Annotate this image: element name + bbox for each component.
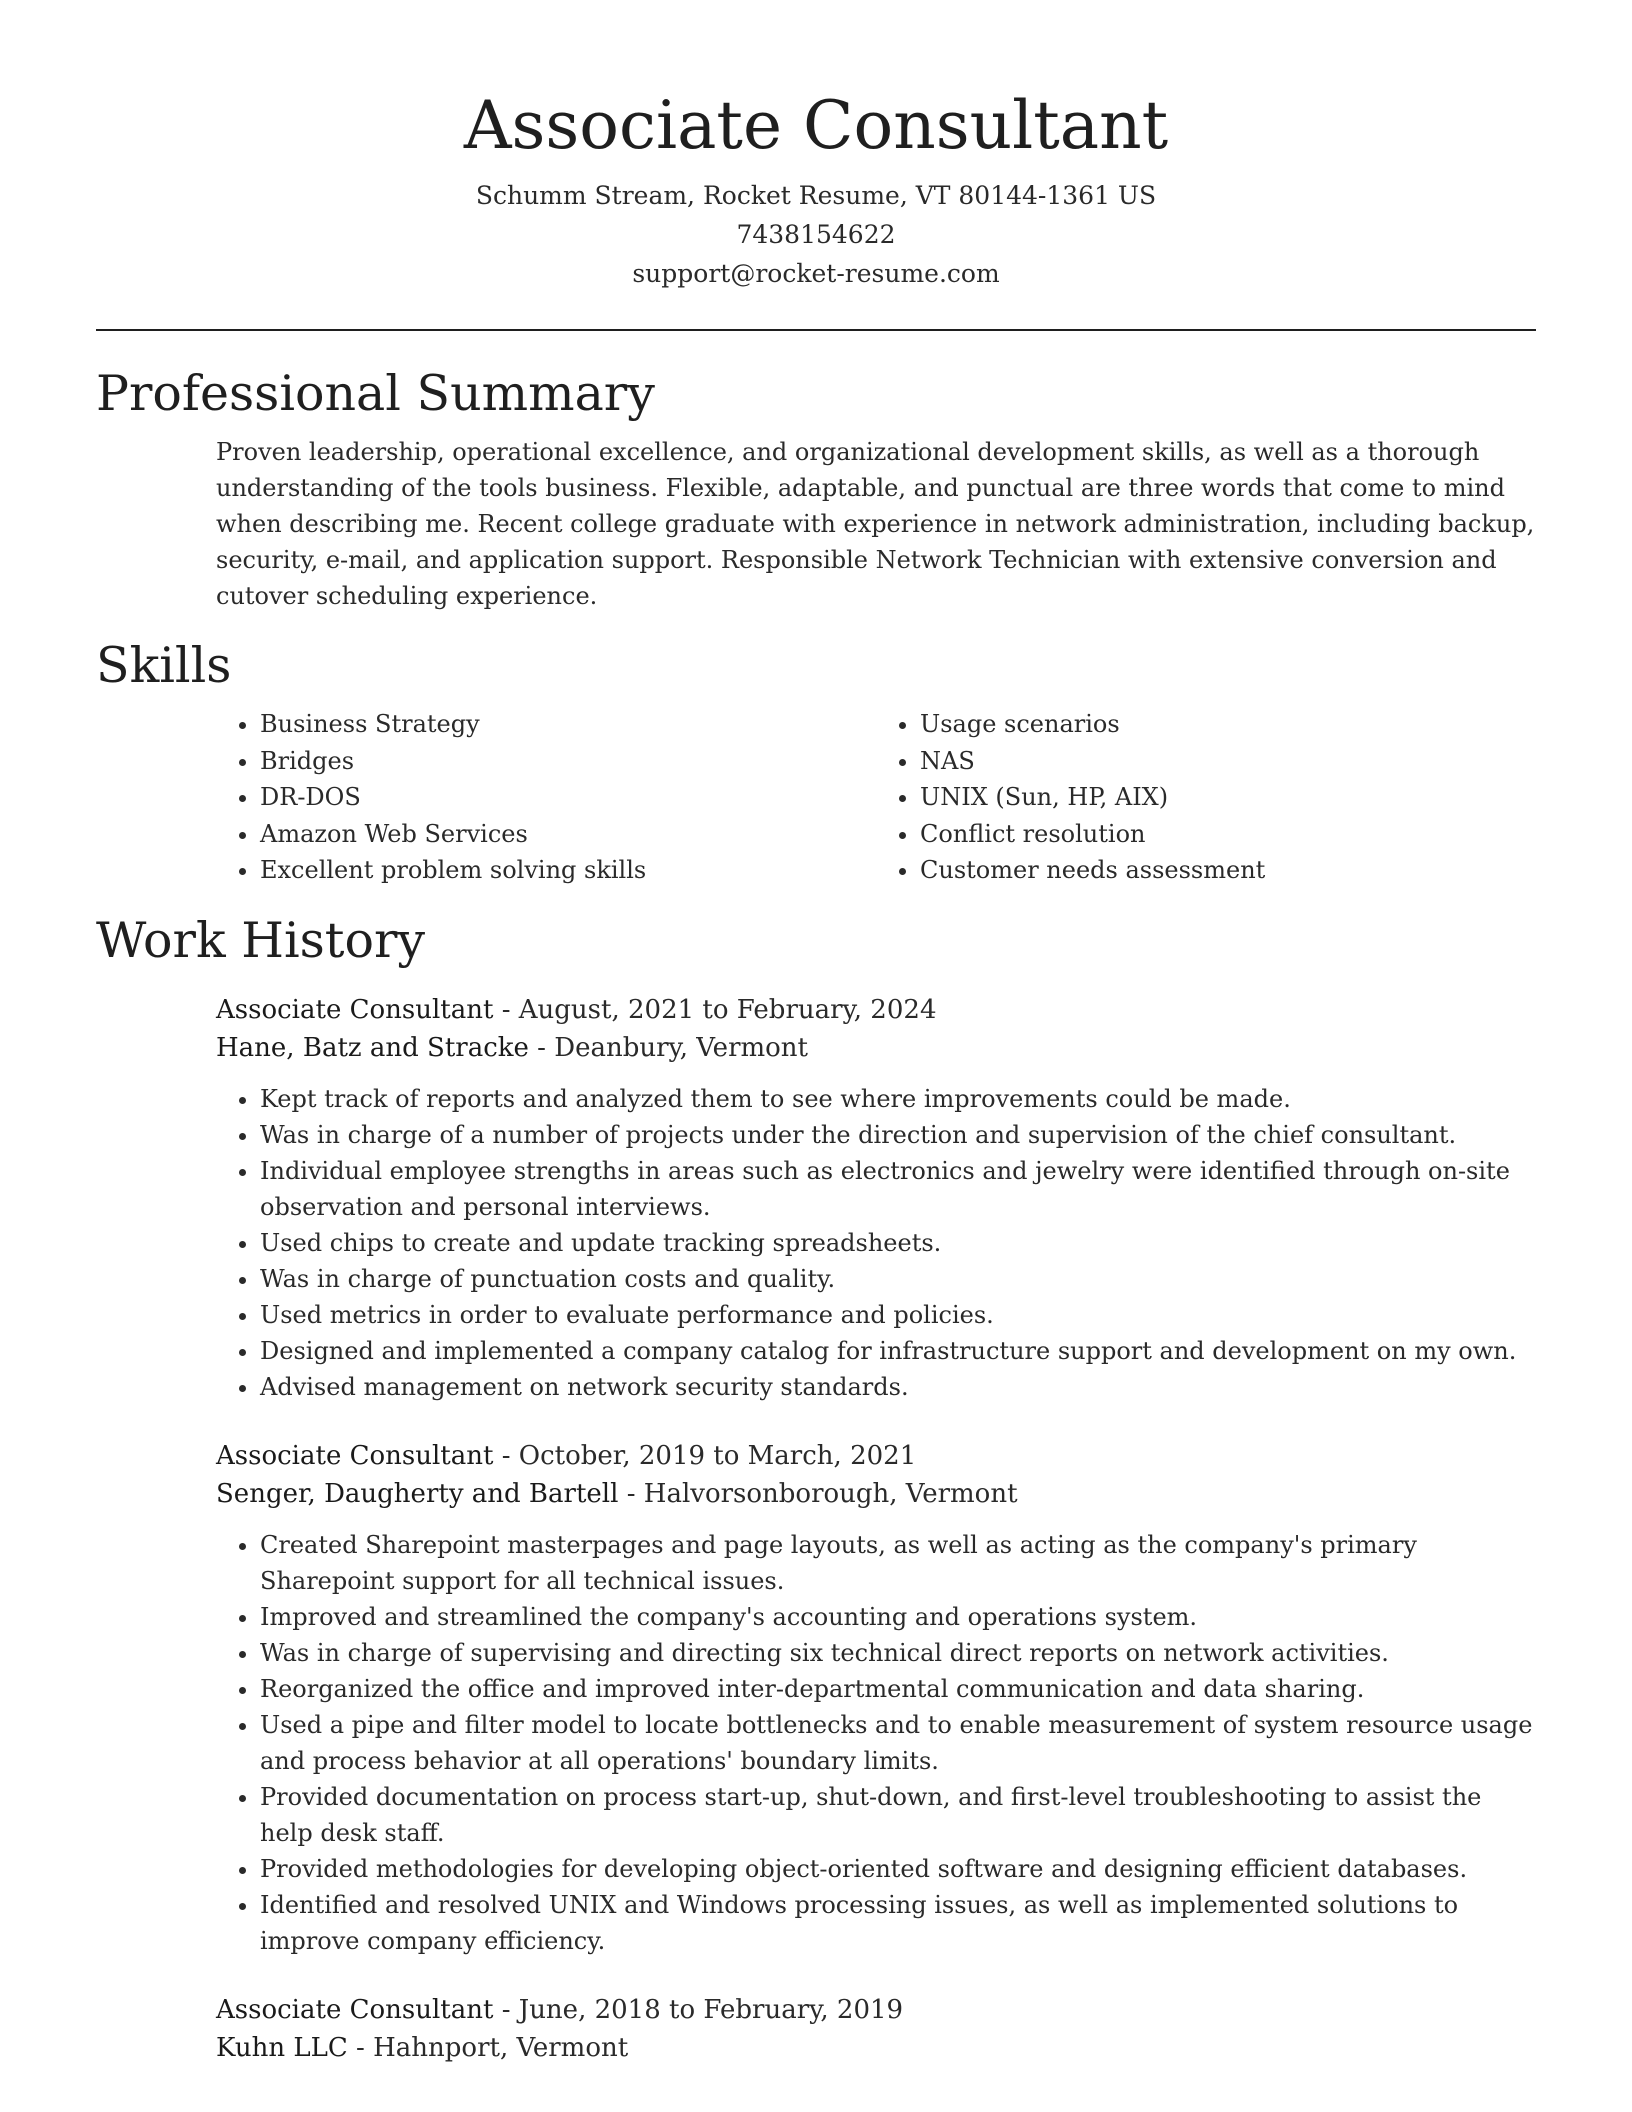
job-bullet: • Used a pipe and filter model to locate bottlenecks and to enable measurement of system resource usage and process behavior at all operations' boundary limits.: [260, 1707, 1536, 1779]
candidate-name: Associate Consultant: [463, 87, 1169, 164]
separator: -: [493, 994, 519, 1025]
job-company-line: [216, 2029, 1536, 2067]
job-company: Kuhn LLC: [216, 2032, 348, 2063]
job-bullet: • Used chips to create and update tracking spreadsheets.: [260, 1225, 1536, 1261]
job-location: Hahnport, Vermont: [373, 2032, 629, 2063]
skill-item: • Bridges: [260, 743, 876, 780]
job-company-line: [216, 1029, 1536, 1067]
section-title-summary: Professional Summary: [96, 365, 655, 422]
job-bullet: • Reorganized the office and improved inter-departmental communication and data sharing.: [260, 1671, 1536, 1707]
skill-item: • Excellent problem solving skills: [260, 852, 876, 889]
skill-item: • Customer needs assessment: [920, 852, 1536, 889]
job-bullet: • Was in charge of supervising and directing six technical direct reports on network activities.: [260, 1635, 1536, 1671]
job-bullet: • Used metrics in order to evaluate performance and policies.: [260, 1297, 1536, 1333]
job-bullet: • Was in charge of a number of projects under the direction and supervision of the chief consultant.: [260, 1117, 1536, 1153]
separator: -: [347, 2032, 374, 2063]
job-title: Associate Consultant: [216, 1994, 494, 2025]
job-bullet-list: [216, 1081, 1536, 1405]
job-title-line: [216, 1991, 1536, 2029]
separator: -: [493, 1440, 519, 1471]
resume-header: [96, 0, 1536, 293]
contact-phone: 7438154622: [736, 220, 896, 249]
separator: -: [618, 1478, 644, 1509]
job-company: Hane, Batz and Stracke: [216, 1032, 529, 1063]
header-divider: [96, 329, 1536, 331]
job-dates: August, 2021 to February, 2024: [518, 994, 937, 1025]
job-title-line: [216, 1437, 1536, 1475]
job-company-line: [216, 1475, 1536, 1513]
skill-item: • Business Strategy: [260, 706, 876, 743]
separator: -: [528, 1032, 555, 1063]
section-title-work-history: Work History: [96, 911, 426, 969]
job-dates: June, 2018 to February, 2019: [518, 1994, 904, 2025]
skill-item: • Usage scenarios: [920, 706, 1536, 743]
skills-column-right: [876, 706, 1536, 889]
job-bullet: • Identified and resolved UNIX and Windows processing issues, as well as implemented solutions to improve company efficiency.: [260, 1887, 1536, 1959]
job-location: Deanbury, Vermont: [554, 1032, 809, 1063]
section-title-skills: Skills: [96, 637, 232, 694]
job-title: Associate Consultant: [216, 994, 494, 1025]
job-bullet: • Provided methodologies for developing object-oriented software and designing efficient databases.: [260, 1851, 1536, 1887]
job-title: Associate Consultant: [216, 1440, 494, 1471]
resume-page: [96, 0, 1536, 2067]
job-bullet: • Kept track of reports and analyzed them to see where improvements could be made.: [260, 1081, 1536, 1117]
job-bullet: • Created Sharepoint masterpages and page layouts, as well as acting as the company's primary Sharepoint support for all technical issues.: [260, 1527, 1536, 1599]
job-bullet: • Individual employee strengths in areas such as electronics and jewelry were identified through on-site observation and personal interviews.: [260, 1153, 1536, 1225]
job-bullet: • Provided documentation on process start-up, shut-down, and first-level troubleshooting to assist the help desk staff.: [260, 1779, 1536, 1851]
separator: -: [493, 1994, 519, 2025]
job-bullet: • Designed and implemented a company catalog for infrastructure support and development on my own.: [260, 1333, 1536, 1369]
summary-text: Proven leadership, operational excellence, and organizational development skills, as well as a thorough understanding of the tools business. Flexible, adaptable, and punctual are three words that come to mind when describing me. Recent college graduate with experience in network administration, including backup, security, e-mail, and application support. Responsible Network Technician with extensive conversion and cutover scheduling experience.: [216, 438, 1535, 610]
job-dates: October, 2019 to March, 2021: [518, 1440, 917, 1471]
contact-email: support@rocket-resume.com: [632, 259, 1000, 288]
skill-item: • NAS: [920, 743, 1536, 780]
skill-item: • Amazon Web Services: [260, 816, 876, 853]
skill-item: • DR-DOS: [260, 779, 876, 816]
job-title-line: [216, 991, 1536, 1029]
contact-info: [96, 176, 1536, 293]
skill-item: • UNIX (Sun, HP, AIX): [920, 779, 1536, 816]
job-location: Halvorsonborough, Vermont: [643, 1478, 1018, 1509]
contact-address: Schumm Stream, Rocket Resume, VT 80144-1361 US: [475, 181, 1157, 210]
job-entry: [216, 991, 1536, 1405]
job-entry: [216, 1437, 1536, 1959]
job-entry: [216, 1991, 1536, 2067]
job-bullet-list: [216, 1527, 1536, 1959]
job-bullet: • Was in charge of punctuation costs and quality.: [260, 1261, 1536, 1297]
job-bullet: • Improved and streamlined the company's accounting and operations system.: [260, 1599, 1536, 1635]
job-bullet: • Advised management on network security standards.: [260, 1369, 1536, 1405]
job-company: Senger, Daugherty and Bartell: [216, 1478, 619, 1509]
skill-item: • Conflict resolution: [920, 816, 1536, 853]
skills-list: [216, 706, 1536, 889]
skills-column-left: [216, 706, 876, 889]
